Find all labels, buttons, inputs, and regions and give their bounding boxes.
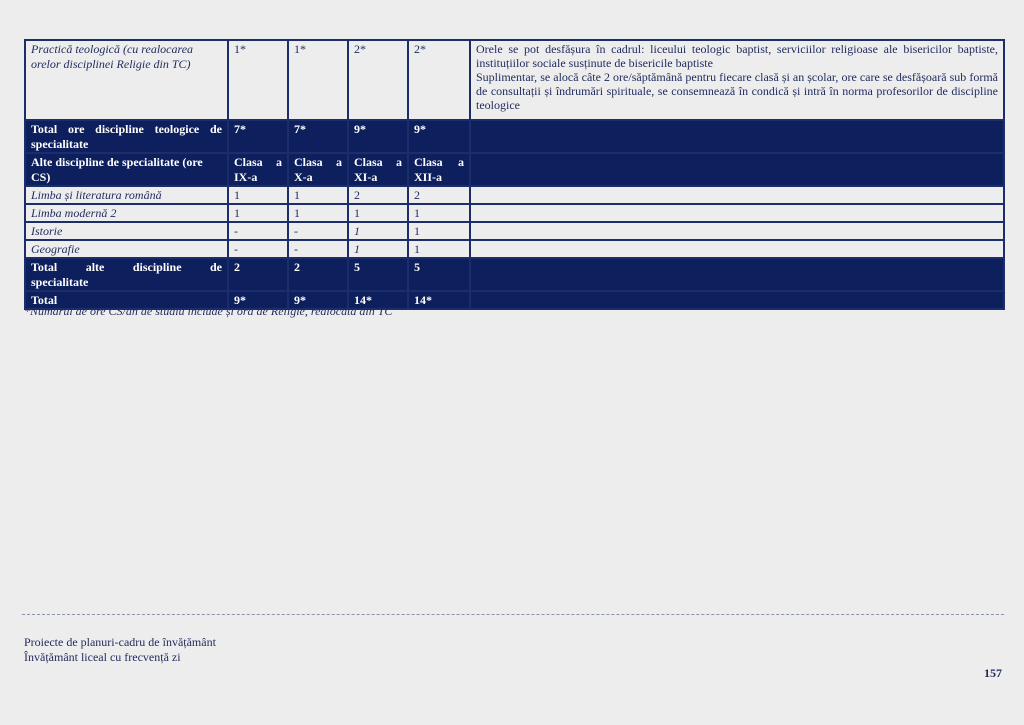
cell-empty bbox=[470, 153, 1004, 186]
cell-grade-12: 5 bbox=[408, 258, 470, 291]
cell-grade-9: - bbox=[228, 222, 288, 240]
cell-empty bbox=[470, 258, 1004, 291]
cell-grade-10-header: Clasa a X-a bbox=[288, 153, 348, 186]
cell-label: Total alte discipline de specialitate bbox=[25, 258, 228, 291]
cell-grade-11: 1 bbox=[348, 222, 408, 240]
cell-grade-9: 7* bbox=[228, 120, 288, 153]
page-number: 157 bbox=[984, 666, 1002, 680]
page-footer bbox=[24, 635, 216, 665]
cell-grade-12: 1 bbox=[408, 222, 470, 240]
cell-grade-11: 14* bbox=[348, 291, 408, 309]
cell-grade-11: 2* bbox=[348, 40, 408, 120]
cell-grade-9: 1 bbox=[228, 186, 288, 204]
cell-grade-10: 1 bbox=[288, 204, 348, 222]
table-row-practica bbox=[25, 40, 1004, 120]
cell-grade-12: 9* bbox=[408, 120, 470, 153]
cell-grade-12: 2 bbox=[408, 186, 470, 204]
footer-line-1: Proiecte de planuri-cadru de învățământ bbox=[24, 635, 216, 649]
cell-empty bbox=[470, 291, 1004, 309]
cell-grade-12: 2* bbox=[408, 40, 470, 120]
cell-grade-9: 1 bbox=[228, 204, 288, 222]
cell-label: Practică teologică (cu realocarea orelor disciplinei Religie din TC) bbox=[25, 40, 228, 120]
table-footnote: *Numărul de ore CS/an de studiu include și ora de Religie, realocată din TC bbox=[24, 304, 393, 318]
cell-grade-10: 7* bbox=[288, 120, 348, 153]
table-row bbox=[25, 222, 1004, 240]
table-row bbox=[25, 240, 1004, 258]
cell-grade-11: 1 bbox=[348, 204, 408, 222]
cell-grade-10: 2 bbox=[288, 258, 348, 291]
cell-grade-9: 1* bbox=[228, 40, 288, 120]
cell-notes bbox=[470, 40, 1004, 120]
cell-grade-11-header: Clasa a XI-a bbox=[348, 153, 408, 186]
cell-grade-12-header: Clasa a XII-a bbox=[408, 153, 470, 186]
cell-empty bbox=[470, 240, 1004, 258]
cell-grade-10: 1* bbox=[288, 40, 348, 120]
cell-label: Limba și literatura română bbox=[25, 186, 228, 204]
footer-line-2: Învățământ liceal cu frecvență zi bbox=[24, 650, 181, 664]
cell-empty bbox=[470, 222, 1004, 240]
table-row bbox=[25, 186, 1004, 204]
cell-grade-9-header: Clasa a IX-a bbox=[228, 153, 288, 186]
cell-grade-12: 1 bbox=[408, 240, 470, 258]
table-row-total-teologice bbox=[25, 120, 1004, 153]
cell-empty bbox=[470, 186, 1004, 204]
table-row bbox=[25, 204, 1004, 222]
cell-label: Total bbox=[25, 291, 228, 309]
footer-divider bbox=[22, 614, 1004, 615]
cell-label: Geografie bbox=[25, 240, 228, 258]
cell-grade-11: 5 bbox=[348, 258, 408, 291]
cell-label: Limba modernă 2 bbox=[25, 204, 228, 222]
cell-grade-11: 1 bbox=[348, 240, 408, 258]
cell-grade-12: 1 bbox=[408, 204, 470, 222]
cell-grade-9: 9* bbox=[228, 291, 288, 309]
note-paragraph-1: Orele se pot desfășura în cadrul: liceului teologic baptist, serviciilor religioase ale bisericilor baptiste, instituțiilor sociale susținute de bisericile baptiste bbox=[476, 42, 998, 70]
table-row-alte-header bbox=[25, 153, 1004, 186]
cell-grade-10: 9* bbox=[288, 291, 348, 309]
cell-label: Alte discipline de specialitate (ore CS) bbox=[25, 153, 228, 186]
cell-label: Istorie bbox=[25, 222, 228, 240]
cell-grade-9: 2 bbox=[228, 258, 288, 291]
cell-grade-11: 9* bbox=[348, 120, 408, 153]
cell-label: Total ore discipline teologice de specialitate bbox=[25, 120, 228, 153]
cell-grade-10: - bbox=[288, 240, 348, 258]
cell-grade-10: 1 bbox=[288, 186, 348, 204]
cell-grade-12: 14* bbox=[408, 291, 470, 309]
note-paragraph-2: Suplimentar, se alocă câte 2 ore/săptămână pentru fiecare clasă și an școlar, ore care se desfășoară sub formă de consultații și îndrumări spirituale, se consemnează în condică și intră în norma profesorilor de discipline teologice bbox=[476, 70, 998, 112]
cell-grade-10: - bbox=[288, 222, 348, 240]
cell-grade-11: 2 bbox=[348, 186, 408, 204]
cell-grade-9: - bbox=[228, 240, 288, 258]
cell-empty bbox=[470, 204, 1004, 222]
curriculum-table bbox=[24, 39, 1005, 310]
table-row-total-alte bbox=[25, 258, 1004, 291]
cell-empty bbox=[470, 120, 1004, 153]
